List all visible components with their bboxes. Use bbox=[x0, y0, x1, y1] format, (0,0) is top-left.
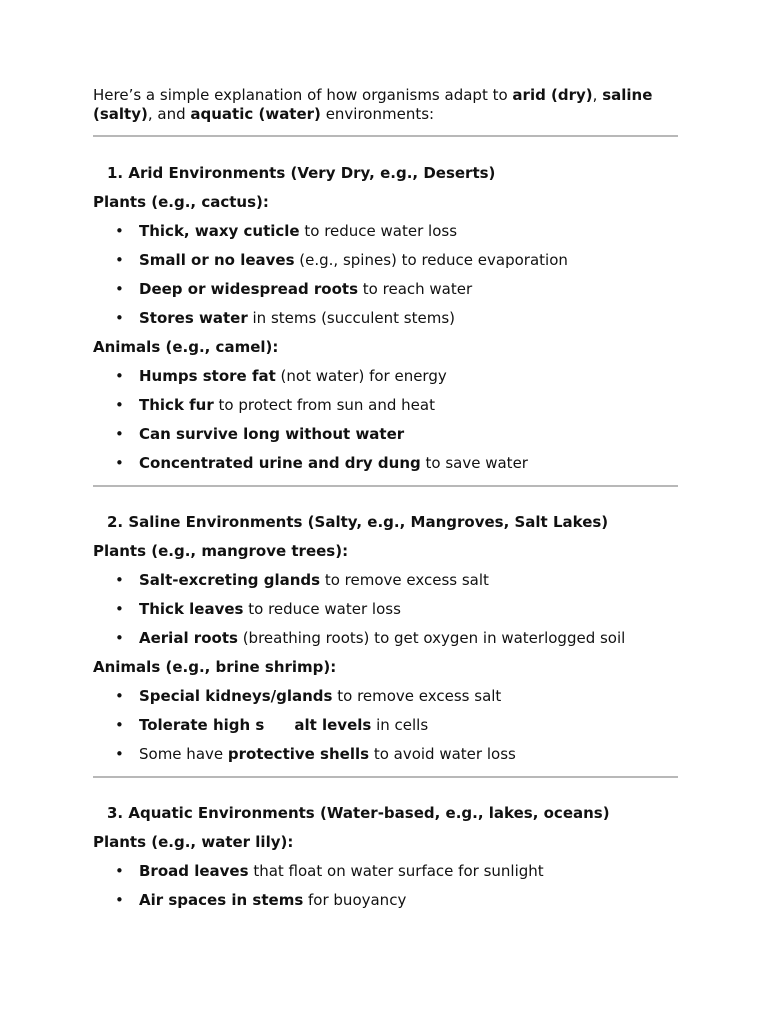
section-heading-saline bbox=[93, 513, 678, 532]
item-text: to save water bbox=[420, 454, 528, 472]
bullet-icon: • bbox=[115, 862, 124, 880]
item-bold: Salt-excreting glands bbox=[139, 571, 321, 589]
list-item bbox=[93, 862, 678, 881]
item-text: to remove excess salt bbox=[320, 571, 489, 589]
list-item bbox=[93, 309, 678, 328]
bullet-icon: • bbox=[115, 425, 124, 443]
item-bold: Stores water bbox=[139, 309, 248, 327]
list-item bbox=[93, 891, 678, 910]
item-text: Some have bbox=[139, 745, 228, 763]
bullet-icon: • bbox=[115, 600, 124, 618]
item-bold: Special kidneys/glands bbox=[139, 687, 333, 705]
item-text: to remove excess salt bbox=[332, 687, 502, 705]
intro-text: , and bbox=[147, 105, 191, 123]
document-content bbox=[93, 86, 678, 910]
bullet-icon: • bbox=[115, 280, 124, 298]
bullet-icon: • bbox=[115, 309, 124, 327]
group-label-animals: Animals (e.g., brine shrimp): bbox=[93, 658, 337, 676]
item-bold: Humps store fat bbox=[139, 367, 276, 385]
section-heading-arid bbox=[93, 164, 678, 183]
group-label-plants: Plants (e.g., cactus): bbox=[93, 193, 269, 211]
item-text: (not water) for energy bbox=[275, 367, 447, 385]
section-divider bbox=[93, 776, 678, 778]
item-text: to reduce water loss bbox=[299, 222, 458, 240]
item-list bbox=[93, 687, 678, 764]
item-text: that float on water surface for sunlight bbox=[248, 862, 544, 880]
item-bold: Thick fur bbox=[139, 396, 214, 414]
list-item bbox=[93, 687, 678, 706]
item-text: to reduce water loss bbox=[243, 600, 401, 618]
list-item bbox=[93, 396, 678, 415]
item-text: to avoid water loss bbox=[369, 745, 516, 763]
bullet-icon: • bbox=[115, 687, 124, 705]
bullet-icon: • bbox=[115, 251, 124, 269]
bullet-icon: • bbox=[115, 745, 124, 763]
intro-term-arid: arid (dry) bbox=[512, 86, 593, 104]
item-bold: Deep or widespread roots bbox=[139, 280, 359, 298]
item-bold: Can survive long without water bbox=[139, 425, 405, 443]
list-item bbox=[93, 425, 678, 444]
bullet-icon: • bbox=[115, 571, 124, 589]
item-bold: Small or no leaves bbox=[139, 251, 295, 269]
intro-paragraph bbox=[93, 86, 678, 124]
section-heading-text: 3. Aquatic Environments (Water-based, e.g., lakes, oceans) bbox=[107, 804, 610, 822]
item-text: (e.g., spines) to reduce evaporation bbox=[294, 251, 568, 269]
item-bold: Concentrated urine and dry dung bbox=[139, 454, 421, 472]
item-text: to reach water bbox=[358, 280, 473, 298]
section-heading-text: 1. Arid Environments (Very Dry, e.g., Deserts) bbox=[107, 164, 496, 182]
section-heading-aquatic bbox=[93, 804, 678, 823]
item-text: in stems (succulent stems) bbox=[247, 309, 455, 327]
bullet-icon: • bbox=[115, 222, 124, 240]
group-label-animals: Animals (e.g., camel): bbox=[93, 338, 279, 356]
group-label-plants: Plants (e.g., water lily): bbox=[93, 833, 294, 851]
item-text: for buoyancy bbox=[303, 891, 407, 909]
item-list bbox=[93, 222, 678, 328]
list-item bbox=[93, 222, 678, 241]
intro-text: Here’s a simple explanation of how organisms adapt to bbox=[93, 86, 513, 104]
list-item bbox=[93, 367, 678, 386]
bullet-icon: • bbox=[115, 891, 124, 909]
intro-term-saline: saline (salty) bbox=[93, 86, 653, 123]
item-bold: Air spaces in stems bbox=[139, 891, 304, 909]
item-bold: protective shells bbox=[227, 745, 370, 763]
list-item bbox=[93, 280, 678, 299]
section-divider bbox=[93, 485, 678, 487]
intro-text: , bbox=[592, 86, 603, 104]
item-bold: Aerial roots bbox=[139, 629, 238, 647]
intro-text: environments: bbox=[320, 105, 435, 123]
item-bold: Thick leaves bbox=[139, 600, 244, 618]
list-item bbox=[93, 571, 678, 590]
item-list bbox=[93, 367, 678, 473]
item-list bbox=[93, 571, 678, 648]
group-label-plants: Plants (e.g., mangrove trees): bbox=[93, 542, 349, 560]
item-text: in cells bbox=[371, 716, 429, 734]
bullet-icon: • bbox=[115, 396, 124, 414]
bullet-icon: • bbox=[115, 716, 124, 734]
intro-term-aquatic: aquatic (water) bbox=[190, 105, 321, 123]
item-text: (breathing roots) to get oxygen in waterlogged soil bbox=[237, 629, 626, 647]
item-bold: Broad leaves bbox=[139, 862, 249, 880]
bullet-icon: • bbox=[115, 629, 124, 647]
section-divider bbox=[93, 135, 678, 137]
item-text: to protect from sun and heat bbox=[213, 396, 435, 414]
item-bold: Thick, waxy cuticle bbox=[139, 222, 300, 240]
list-item bbox=[93, 600, 678, 619]
list-item bbox=[93, 716, 678, 735]
list-item bbox=[93, 454, 678, 473]
item-list bbox=[93, 862, 678, 910]
list-item bbox=[93, 629, 678, 648]
list-item bbox=[93, 745, 678, 764]
bullet-icon: • bbox=[115, 454, 124, 472]
section-heading-text: 2. Saline Environments (Salty, e.g., Mangroves, Salt Lakes) bbox=[107, 513, 609, 531]
list-item bbox=[93, 251, 678, 270]
item-bold: Tolerate high s alt levels bbox=[139, 716, 372, 734]
bullet-icon: • bbox=[115, 367, 124, 385]
